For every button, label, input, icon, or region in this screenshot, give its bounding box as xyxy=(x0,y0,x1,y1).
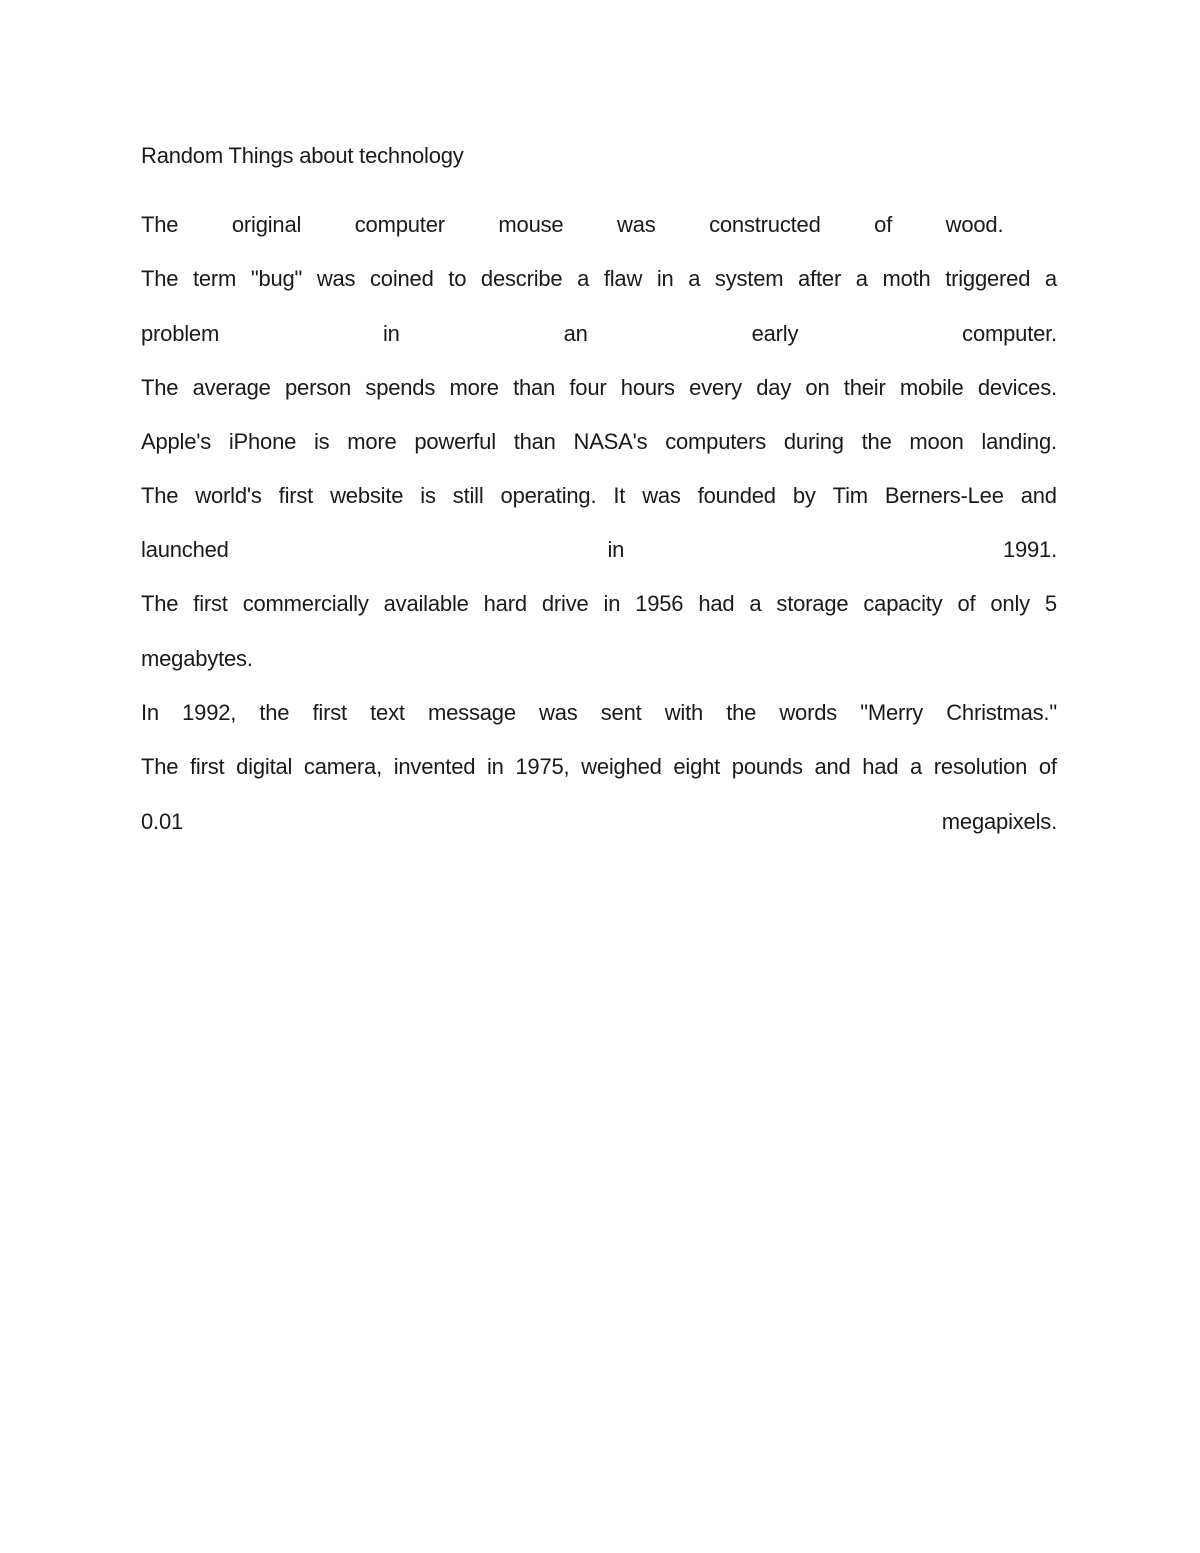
body-word: Christmas." xyxy=(946,700,1057,725)
body-word: computers xyxy=(665,429,767,454)
body-word: a xyxy=(855,266,868,291)
body-word: eight xyxy=(673,754,721,779)
body-word: megabytes. xyxy=(141,646,253,671)
body-word: 1992, xyxy=(182,700,237,725)
body-word: The xyxy=(141,212,179,237)
body-word: triggered xyxy=(945,266,1031,291)
body-line xyxy=(141,266,1057,292)
body-word: first xyxy=(312,700,347,725)
body-word: was xyxy=(617,212,656,237)
body-word: storage xyxy=(776,591,849,616)
body-word: still xyxy=(452,483,484,508)
body-line xyxy=(141,809,1057,835)
body-word: constructed xyxy=(709,212,821,237)
body-word: more xyxy=(347,429,397,454)
body-word: sent xyxy=(600,700,642,725)
body-word: hours xyxy=(620,375,675,400)
body-word: had xyxy=(862,754,899,779)
body-line xyxy=(141,700,1057,726)
body-word: person xyxy=(285,375,352,400)
body-word: and xyxy=(1020,483,1057,508)
body-word: a xyxy=(1044,266,1057,291)
body-word: during xyxy=(783,429,844,454)
body-word: early xyxy=(751,321,799,346)
body-word: only xyxy=(990,591,1030,616)
body-word: by xyxy=(792,483,816,508)
body-word: 1975, xyxy=(515,754,570,779)
body-word: available xyxy=(383,591,469,616)
body-word: "bug" xyxy=(250,266,303,291)
body-word: It xyxy=(613,483,626,508)
body-word: computer xyxy=(354,212,445,237)
body-word: spends xyxy=(365,375,436,400)
body-word: had xyxy=(698,591,735,616)
body-word: Berners-Lee xyxy=(884,483,1004,508)
body-word: of xyxy=(874,212,893,237)
body-word: problem xyxy=(141,321,220,346)
body-word: their xyxy=(843,375,886,400)
body-word: to xyxy=(448,266,467,291)
body-word: The xyxy=(141,375,179,400)
body-line xyxy=(141,754,1057,780)
body-word: after xyxy=(798,266,842,291)
body-word: operating. xyxy=(500,483,597,508)
body-word: words xyxy=(779,700,838,725)
body-word: website xyxy=(330,483,404,508)
body-word: flaw xyxy=(603,266,643,291)
body-word: every xyxy=(689,375,742,400)
body-word: coined xyxy=(370,266,434,291)
body-word: The xyxy=(141,483,179,508)
body-word: was xyxy=(316,266,356,291)
body-word: of xyxy=(1038,754,1057,779)
body-word: invented xyxy=(393,754,476,779)
body-word: a xyxy=(910,754,923,779)
body-word: capacity xyxy=(863,591,943,616)
body-line xyxy=(141,321,1057,347)
body-word: more xyxy=(449,375,499,400)
body-word: commercially xyxy=(242,591,369,616)
body-word: an xyxy=(563,321,588,346)
body-word: powerful xyxy=(414,429,496,454)
body-word: was xyxy=(539,700,578,725)
body-word: the xyxy=(259,700,290,725)
body-word: iPhone xyxy=(228,429,297,454)
body-word: The xyxy=(141,754,179,779)
body-word: and xyxy=(814,754,851,779)
body-word: computer. xyxy=(962,321,1057,346)
body-word: world's xyxy=(195,483,262,508)
body-word: "Merry xyxy=(860,700,924,725)
body-word: is xyxy=(313,429,330,454)
body-word: pounds xyxy=(731,754,803,779)
body-word: devices. xyxy=(977,375,1057,400)
body-word: system xyxy=(714,266,784,291)
body-word: The xyxy=(141,591,179,616)
body-word: term xyxy=(192,266,237,291)
body-word: weighed xyxy=(581,754,662,779)
body-line xyxy=(141,429,1057,455)
body-word: than xyxy=(513,429,556,454)
body-word: megapixels. xyxy=(941,809,1057,834)
body-word: in xyxy=(603,591,621,616)
body-word: Apple's xyxy=(141,429,212,454)
body-word: was xyxy=(642,483,681,508)
body-word: moth xyxy=(882,266,931,291)
body-line xyxy=(141,591,1057,617)
body-line xyxy=(141,537,1057,563)
body-word: with xyxy=(664,700,704,725)
body-line xyxy=(141,212,1057,238)
body-word: in xyxy=(656,266,674,291)
body-word: 1956 xyxy=(635,591,684,616)
body-word: a xyxy=(688,266,701,291)
body-word: wood. xyxy=(945,212,1004,237)
body-word: mobile xyxy=(899,375,964,400)
body-word: a xyxy=(749,591,762,616)
body-word: moon xyxy=(909,429,964,454)
body-word: first xyxy=(190,754,225,779)
body-word: Tim xyxy=(832,483,868,508)
body-word: landing. xyxy=(981,429,1057,454)
body-line xyxy=(141,483,1057,509)
body-word: four xyxy=(569,375,607,400)
body-word: mouse xyxy=(498,212,564,237)
body-word: message xyxy=(427,700,516,725)
body-word: digital xyxy=(236,754,293,779)
body-word: drive xyxy=(541,591,589,616)
body-word: than xyxy=(513,375,556,400)
body-word: 1991. xyxy=(1002,537,1057,562)
body-line xyxy=(141,375,1057,401)
body-word: first xyxy=(278,483,314,508)
body-word: in xyxy=(607,537,625,562)
body-word: is xyxy=(420,483,436,508)
body-word: In xyxy=(141,700,159,725)
body-word: launched xyxy=(141,537,229,562)
body-word: first xyxy=(193,591,228,616)
body-word: day xyxy=(756,375,792,400)
body-word: describe xyxy=(480,266,563,291)
body-word: in xyxy=(486,754,504,779)
document-title: Random Things about technology xyxy=(141,143,464,168)
body-word: 5 xyxy=(1044,591,1057,616)
body-word: in xyxy=(382,321,400,346)
body-word: original xyxy=(231,212,302,237)
body-word: of xyxy=(957,591,976,616)
body-word: average xyxy=(192,375,271,400)
body-line xyxy=(141,646,1057,672)
body-word: hard xyxy=(483,591,527,616)
body-word: the xyxy=(726,700,757,725)
body-word: founded xyxy=(697,483,776,508)
body-word: on xyxy=(805,375,830,400)
body-word: the xyxy=(861,429,892,454)
body-word: resolution xyxy=(933,754,1028,779)
body-word: a xyxy=(577,266,590,291)
body-word: camera, xyxy=(303,754,382,779)
body-word: NASA's xyxy=(573,429,648,454)
body-word: text xyxy=(370,700,405,725)
body-word: The xyxy=(141,266,179,291)
body-word: 0.01 xyxy=(141,809,184,834)
